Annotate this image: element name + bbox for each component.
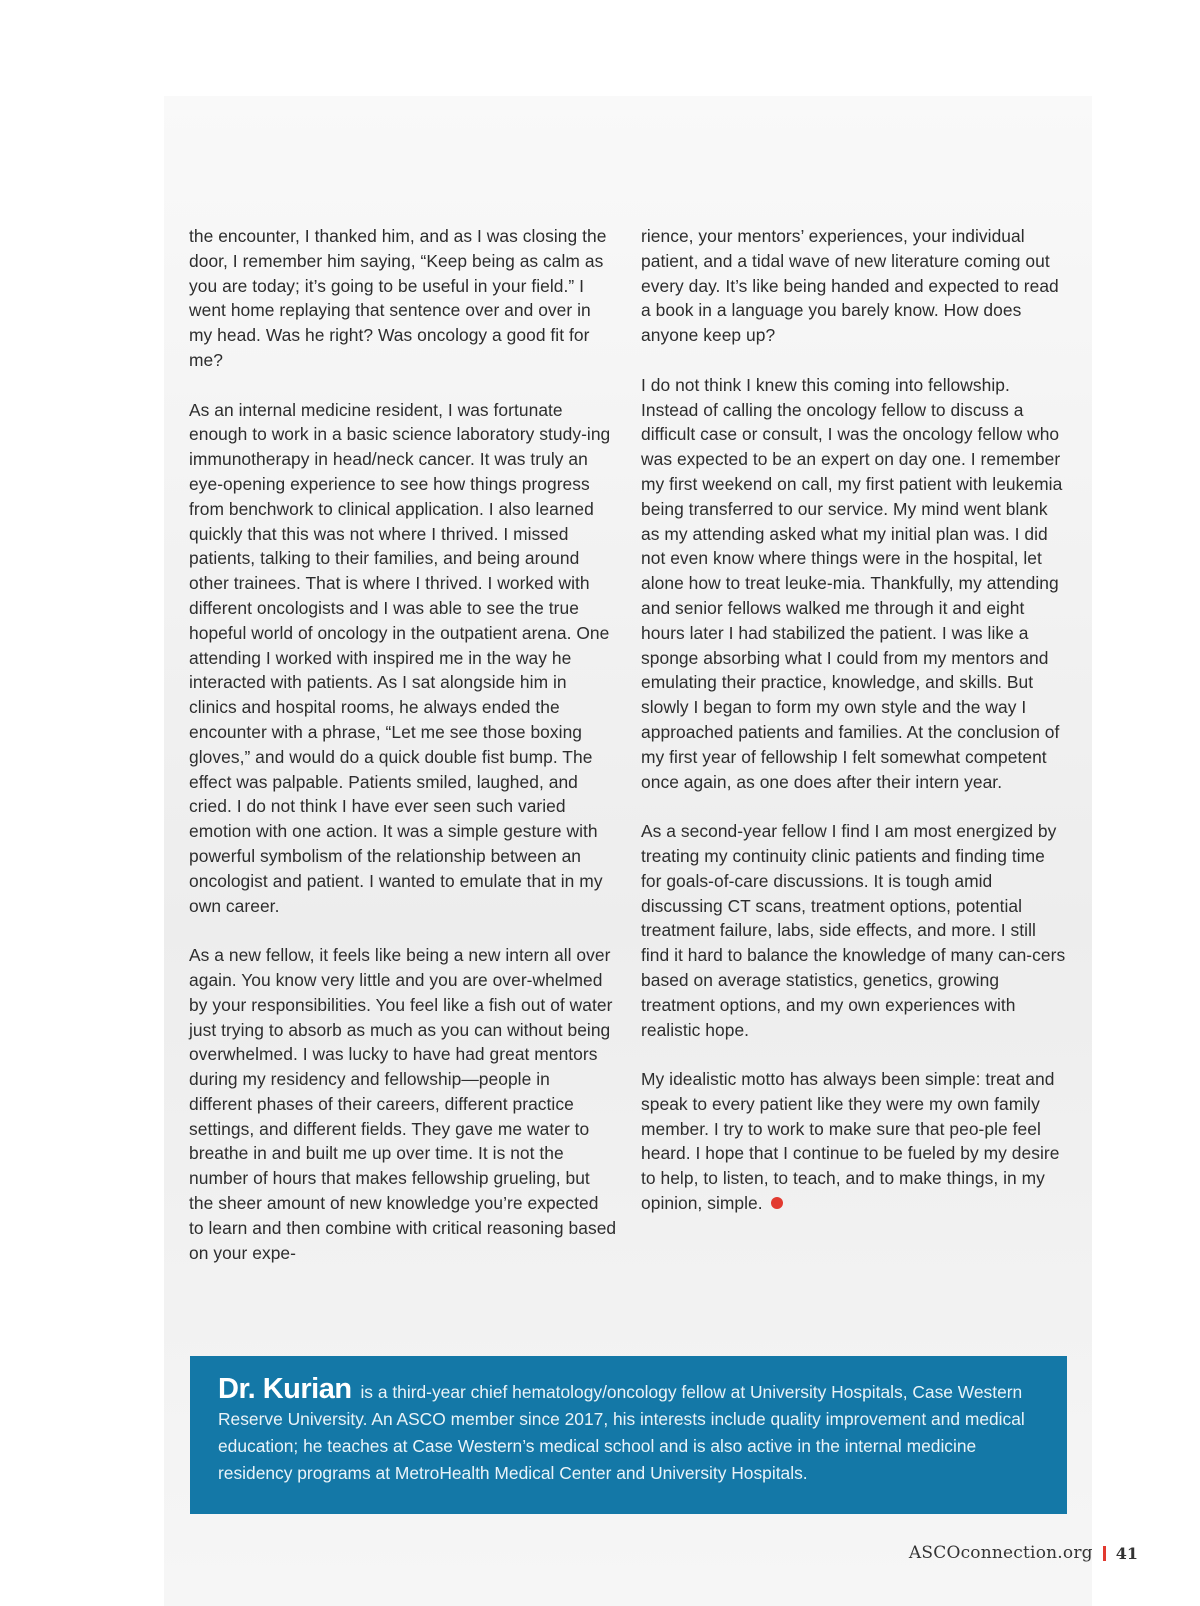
right-column xyxy=(641,224,1069,1290)
paragraph: As an internal medicine resident, I was fortunate enough to work in a basic science laboratory study-ing immunotherapy in head/neck cancer. It was truly an eye-opening experience to see how things progress from benchwork to clinical application. I also learned quickly that this was not where I thrived. I missed patients, talking to their families, and being around other trainees. That is where I thrived. I worked with different oncologists and I was able to see the true hopeful world of oncology in the outpatient arena. One attending I worked with inspired me in the way he interacted with patients. As I sat alongside him in clinics and hospital rooms, he always ended the encounter with a phrase, “Let me see those boxing gloves,” and would do a quick double fist bump. The effect was palpable. Patients smiled, laughed, and cried. I do not think I have ever seen such varied emotion with one action. It was a simple gesture with powerful symbolism of the relationship between an oncologist and patient. I wanted to emulate that in my own career. xyxy=(189,399,611,916)
paragraph: I do not think I knew this coming into fellowship. Instead of calling the oncology fellow to discuss a difficult case or consult, I was the oncology fellow who was expected to be an expert on day one. I remember my first weekend on call, my first patient with leukemia being transferred to our service. My mind went blank as my attending asked what my initial plan was. I did not even know where things were in the hospital, let alone how to treat leuke-mia. Thankfully, my attending and senior fellows walked me through it and eight hours later I had stabilized the patient. I was like a sponge absorbing what I could from my mentors and emulating their practice, knowledge, and skills. But slowly I began to form my own style and the way I approached patients and families. At the conclusion of my first year of fellowship I felt somewhat competent once again, as one does after their intern year. xyxy=(641,374,1063,792)
paragraph: the encounter, I thanked him, and as I was closing the door, I remember him saying, “Keep being as calm as you are today; it’s going to be useful in your field.” I went home replaying that sentence over and over in my head. Was he right? Was oncology a good fit for me? xyxy=(189,226,607,370)
author-bio-text: is a third-year chief hematology/oncology fellow at University Hospitals, Case Western Reserve University. An ASCO member since 2017, his interests include quality improvement and medical education; he teaches at Case Western’s medical school and is also active in the internal medicine residency programs at MetroHealth Medical Center and University Hospitals. xyxy=(218,1382,1025,1483)
footer-site-link[interactable]: ASCOconnection.org xyxy=(908,1543,1093,1563)
page-footer xyxy=(909,1543,1138,1563)
paragraph-text: My idealistic motto has always been simple: treat and speak to every patient like they were my own family member. I try to work to make sure that peo-ple feel heard. I hope that I continue to be fueled by my desire to help, to listen, to teach, and to make things, in my opinion, simple. xyxy=(641,1069,1060,1214)
page-number: 41 xyxy=(1115,1543,1138,1563)
left-column xyxy=(189,224,617,1290)
paragraph: rience, your mentors’ experiences, your individual patient, and a tidal wave of new literature coming out every day. It’s like being handed and expected to read a book in a language you barely know. How does anyone keep up? xyxy=(641,226,1059,346)
article-body xyxy=(189,224,1069,1290)
author-bio-box xyxy=(190,1356,1067,1514)
footer-divider-bar xyxy=(1103,1546,1106,1561)
author-name: Dr. Kurian xyxy=(218,1373,352,1405)
paragraph: As a second-year fellow I find I am most energized by treating my continuity clinic patients and finding time for goals-of-care discussions. It is tough amid discussing CT scans, treatment options, potential treatment failure, labs, side effects, and more. I still find it hard to balance the knowledge of many can-cers based on average statistics, genetics, growing treatment options, and my own experiences with realistic hope. xyxy=(641,821,1066,1040)
last-paragraph xyxy=(641,1067,1069,1216)
paragraph: As a new fellow, it feels like being a new intern all over again. You know very little and you are over-whelmed by your responsibilities. You feel like a fish out of water just trying to absorb as much as you can without being overwhelmed. I was lucky to have had great mentors during my residency and fellowship—people in different phases of their careers, different practice settings, and different fields. They gave me water to breathe in and built me up over time. It is not the number of hours that makes fellowship grueling, but the sheer amount of new knowledge you’re expected to learn and then combine with critical reasoning based on your expe- xyxy=(189,945,617,1263)
end-of-article-dot-icon xyxy=(771,1197,783,1209)
